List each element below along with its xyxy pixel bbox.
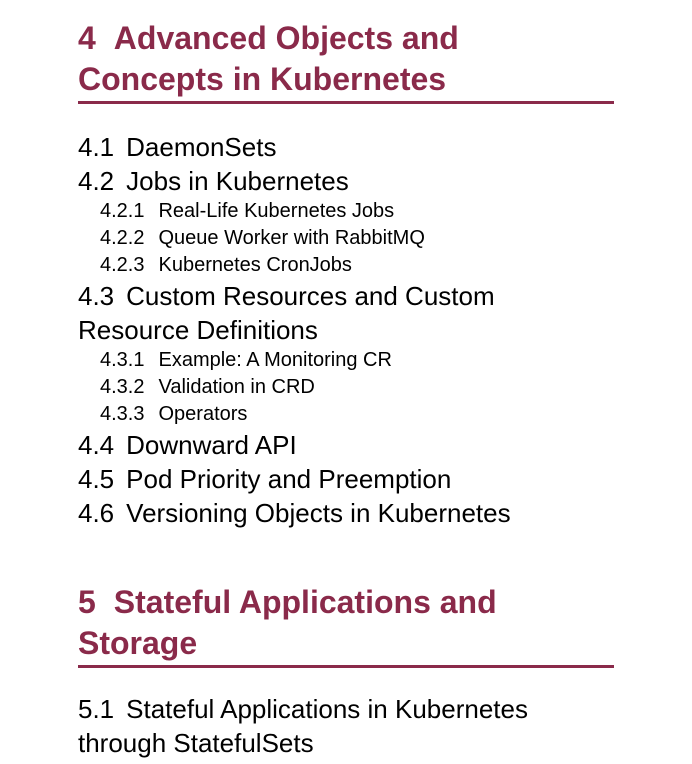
section-title-line2: through StatefulSets bbox=[78, 728, 314, 758]
toc-section-4-5[interactable] bbox=[78, 462, 614, 496]
section-title: Versioning Objects in Kubernetes bbox=[126, 498, 511, 528]
section-number: 4.5 bbox=[78, 464, 115, 494]
toc-section-4-3[interactable] bbox=[78, 279, 614, 347]
chapter-number: 4 bbox=[78, 20, 96, 56]
subsection-number: 4.2.1 bbox=[100, 200, 145, 222]
section-title: Pod Priority and Preemption bbox=[126, 464, 452, 494]
subsection-number: 4.3.1 bbox=[100, 349, 145, 371]
table-of-contents bbox=[78, 18, 614, 760]
chapter-5 bbox=[78, 582, 614, 760]
section-title: DaemonSets bbox=[126, 132, 277, 162]
subsection-number: 4.3.3 bbox=[100, 403, 145, 425]
chapter-title[interactable] bbox=[78, 18, 614, 101]
chapter-divider bbox=[78, 101, 614, 104]
chapter-title[interactable] bbox=[78, 582, 614, 665]
subsection-number: 4.2.3 bbox=[100, 254, 145, 276]
section-title-line2: Resource Definitions bbox=[78, 315, 318, 345]
subsection-title: Queue Worker with RabbitMQ bbox=[158, 227, 425, 249]
chapter-title-line2: Concepts in Kubernetes bbox=[78, 61, 447, 97]
section-title-line1: Custom Resources and Custom bbox=[126, 281, 495, 311]
subsection-title: Operators bbox=[158, 403, 248, 425]
toc-subsection-4-3-1[interactable] bbox=[78, 347, 614, 374]
section-number: 4.1 bbox=[78, 132, 115, 162]
subsection-title: Kubernetes CronJobs bbox=[158, 254, 352, 276]
section-number: 5.1 bbox=[78, 694, 115, 724]
section-number: 4.6 bbox=[78, 498, 115, 528]
section-title-line1: Stateful Applications in Kubernetes bbox=[126, 694, 528, 724]
subsection-title: Example: A Monitoring CR bbox=[158, 349, 392, 371]
subsection-number: 4.2.2 bbox=[100, 227, 145, 249]
toc-section-4-4[interactable] bbox=[78, 428, 614, 462]
section-title: Downward API bbox=[126, 430, 297, 460]
chapter-number: 5 bbox=[78, 584, 96, 620]
toc-subsection-4-2-2[interactable] bbox=[78, 225, 614, 252]
toc-section-4-1[interactable] bbox=[78, 130, 614, 164]
toc-section-5-1[interactable] bbox=[78, 692, 614, 760]
toc-section-4-2[interactable] bbox=[78, 164, 614, 198]
chapter-title-line1: Stateful Applications and bbox=[113, 584, 497, 620]
subsection-title: Validation in CRD bbox=[158, 376, 315, 398]
toc-section-4-6[interactable] bbox=[78, 496, 614, 530]
chapter-title-line2: Storage bbox=[78, 625, 198, 661]
chapter-divider bbox=[78, 665, 614, 668]
subsection-title: Real-Life Kubernetes Jobs bbox=[158, 200, 395, 222]
chapter-title-line1: Advanced Objects and bbox=[113, 20, 459, 56]
subsection-number: 4.3.2 bbox=[100, 376, 145, 398]
section-number: 4.2 bbox=[78, 166, 115, 196]
section-number: 4.3 bbox=[78, 281, 115, 311]
toc-subsection-4-3-2[interactable] bbox=[78, 374, 614, 401]
section-number: 4.4 bbox=[78, 430, 115, 460]
section-title: Jobs in Kubernetes bbox=[126, 166, 349, 196]
toc-subsection-4-2-3[interactable] bbox=[78, 252, 614, 279]
toc-subsection-4-2-1[interactable] bbox=[78, 198, 614, 225]
toc-subsection-4-3-3[interactable] bbox=[78, 401, 614, 428]
chapter-4 bbox=[78, 18, 614, 530]
